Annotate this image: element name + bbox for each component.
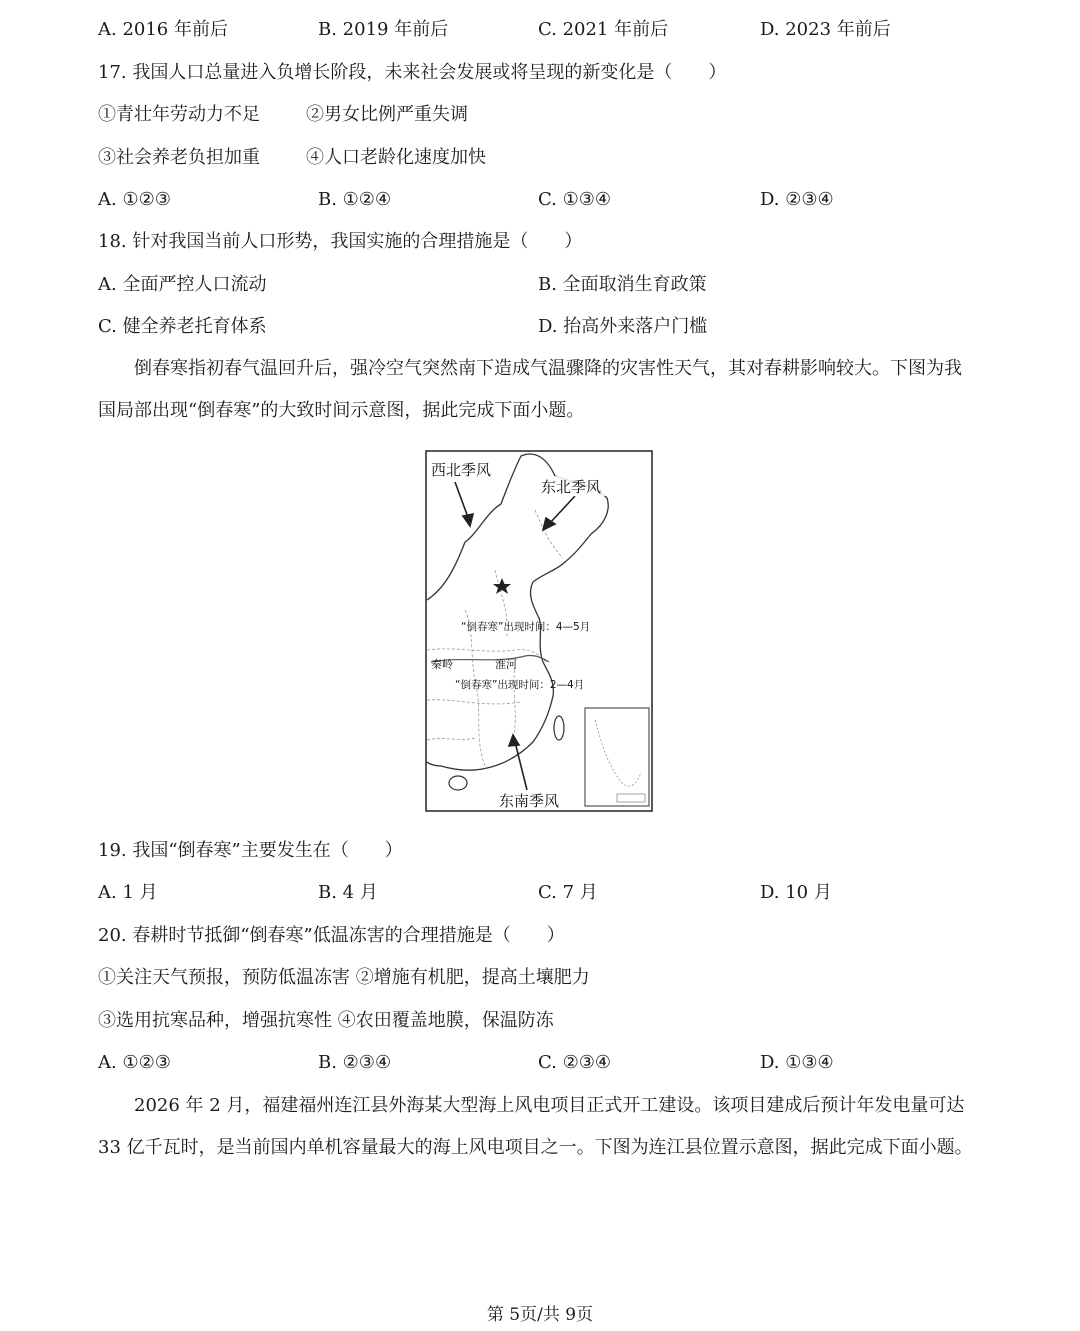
q17-item-2: ②男女比例严重失调: [306, 104, 468, 125]
q18-option-b: B. 全面取消生育政策: [538, 274, 707, 295]
q16-option-c: C. 2021 年前后: [538, 19, 669, 40]
page-number: 第 5页/共 9页: [486, 1305, 594, 1325]
q17-stem: 17. 我国人口总量进入负增长阶段，未来社会发展或将呈现的新变化是（ ）: [98, 62, 727, 83]
q17-option-d: D. ②③④: [760, 189, 834, 210]
q20-items-line1: ①关注天气预报，预防低温冻害 ②增施有机肥，提高土壤肥力: [98, 967, 590, 988]
q17-option-b: B. ①②④: [318, 189, 392, 210]
q19-option-b: B. 4 月: [318, 882, 378, 903]
north-period-label: “倒春寒”出现时间：4—5月: [461, 621, 591, 633]
nw-monsoon-label: 西北季风: [431, 461, 492, 479]
q18-option-a: A. 全面严控人口流动: [98, 274, 267, 295]
q20-option-d: D. ①③④: [760, 1052, 834, 1073]
q17-item-4: ④人口老龄化速度加快: [306, 147, 486, 168]
q20-option-a: A. ①②③: [98, 1052, 171, 1073]
south-china-sea-inset: [585, 708, 649, 806]
q17-item-1: ①青壮年劳动力不足: [98, 104, 260, 125]
q19-stem: 19. 我国“倒春寒”主要发生在（ ）: [98, 840, 403, 861]
se-monsoon-label: 东南季风: [499, 792, 560, 810]
q16-option-d: D. 2023 年前后: [760, 19, 891, 40]
passage-spring-cold: 倒春寒指初春气温回升后，强冷空气突然南下造成气温骤降的灾害性天气，其对春耕影响较大。下图为我国局部出现“倒春寒”的大致时间示意图，据此完成下面小题。: [98, 358, 962, 421]
south-period-label: “倒春寒”出现时间：2—4月: [455, 679, 585, 691]
q18-option-c: C. 健全养老托育体系: [98, 316, 267, 337]
q19-option-c: C. 7 月: [538, 882, 598, 903]
qinling-label: 秦岭: [431, 658, 453, 671]
q17-option-c: C. ①③④: [538, 189, 611, 210]
q19-option-d: D. 10 月: [760, 882, 832, 903]
huaihe-label: 淮河: [495, 658, 517, 671]
passage-wind-farm: 2026 年 2 月，福建福州连江县外海某大型海上风电项目正式开工建设。该项目建成后预计年发电量可达 33 亿千瓦时，是当前国内单机容量最大的海上风电项目之一。下图为连江县位置示意图，据此完成下面小题。: [98, 1095, 973, 1158]
q16-option-b: B. 2019 年前后: [318, 19, 449, 40]
q18-option-d: D. 抬高外来落户门槛: [538, 316, 708, 337]
q20-option-c: C. ②③④: [538, 1052, 611, 1073]
q19-option-a: A. 1 月: [98, 882, 158, 903]
spring-cold-map: [425, 450, 653, 812]
q20-items-line2: ③选用抗寒品种，增强抗寒性 ④农田覆盖地膜，保温防冻: [98, 1010, 554, 1031]
q20-stem: 20. 春耕时节抵御“倒春寒”低温冻害的合理措施是（ ）: [98, 925, 565, 946]
q17-option-a: A. ①②③: [98, 189, 171, 210]
ne-monsoon-label: 东北季风: [541, 478, 602, 496]
q20-option-b: B. ②③④: [318, 1052, 392, 1073]
q18-stem: 18. 针对我国当前人口形势，我国实施的合理措施是（ ）: [98, 231, 583, 252]
q16-option-a: A. 2016 年前后: [98, 19, 228, 40]
q17-item-3: ③社会养老负担加重: [98, 147, 260, 168]
